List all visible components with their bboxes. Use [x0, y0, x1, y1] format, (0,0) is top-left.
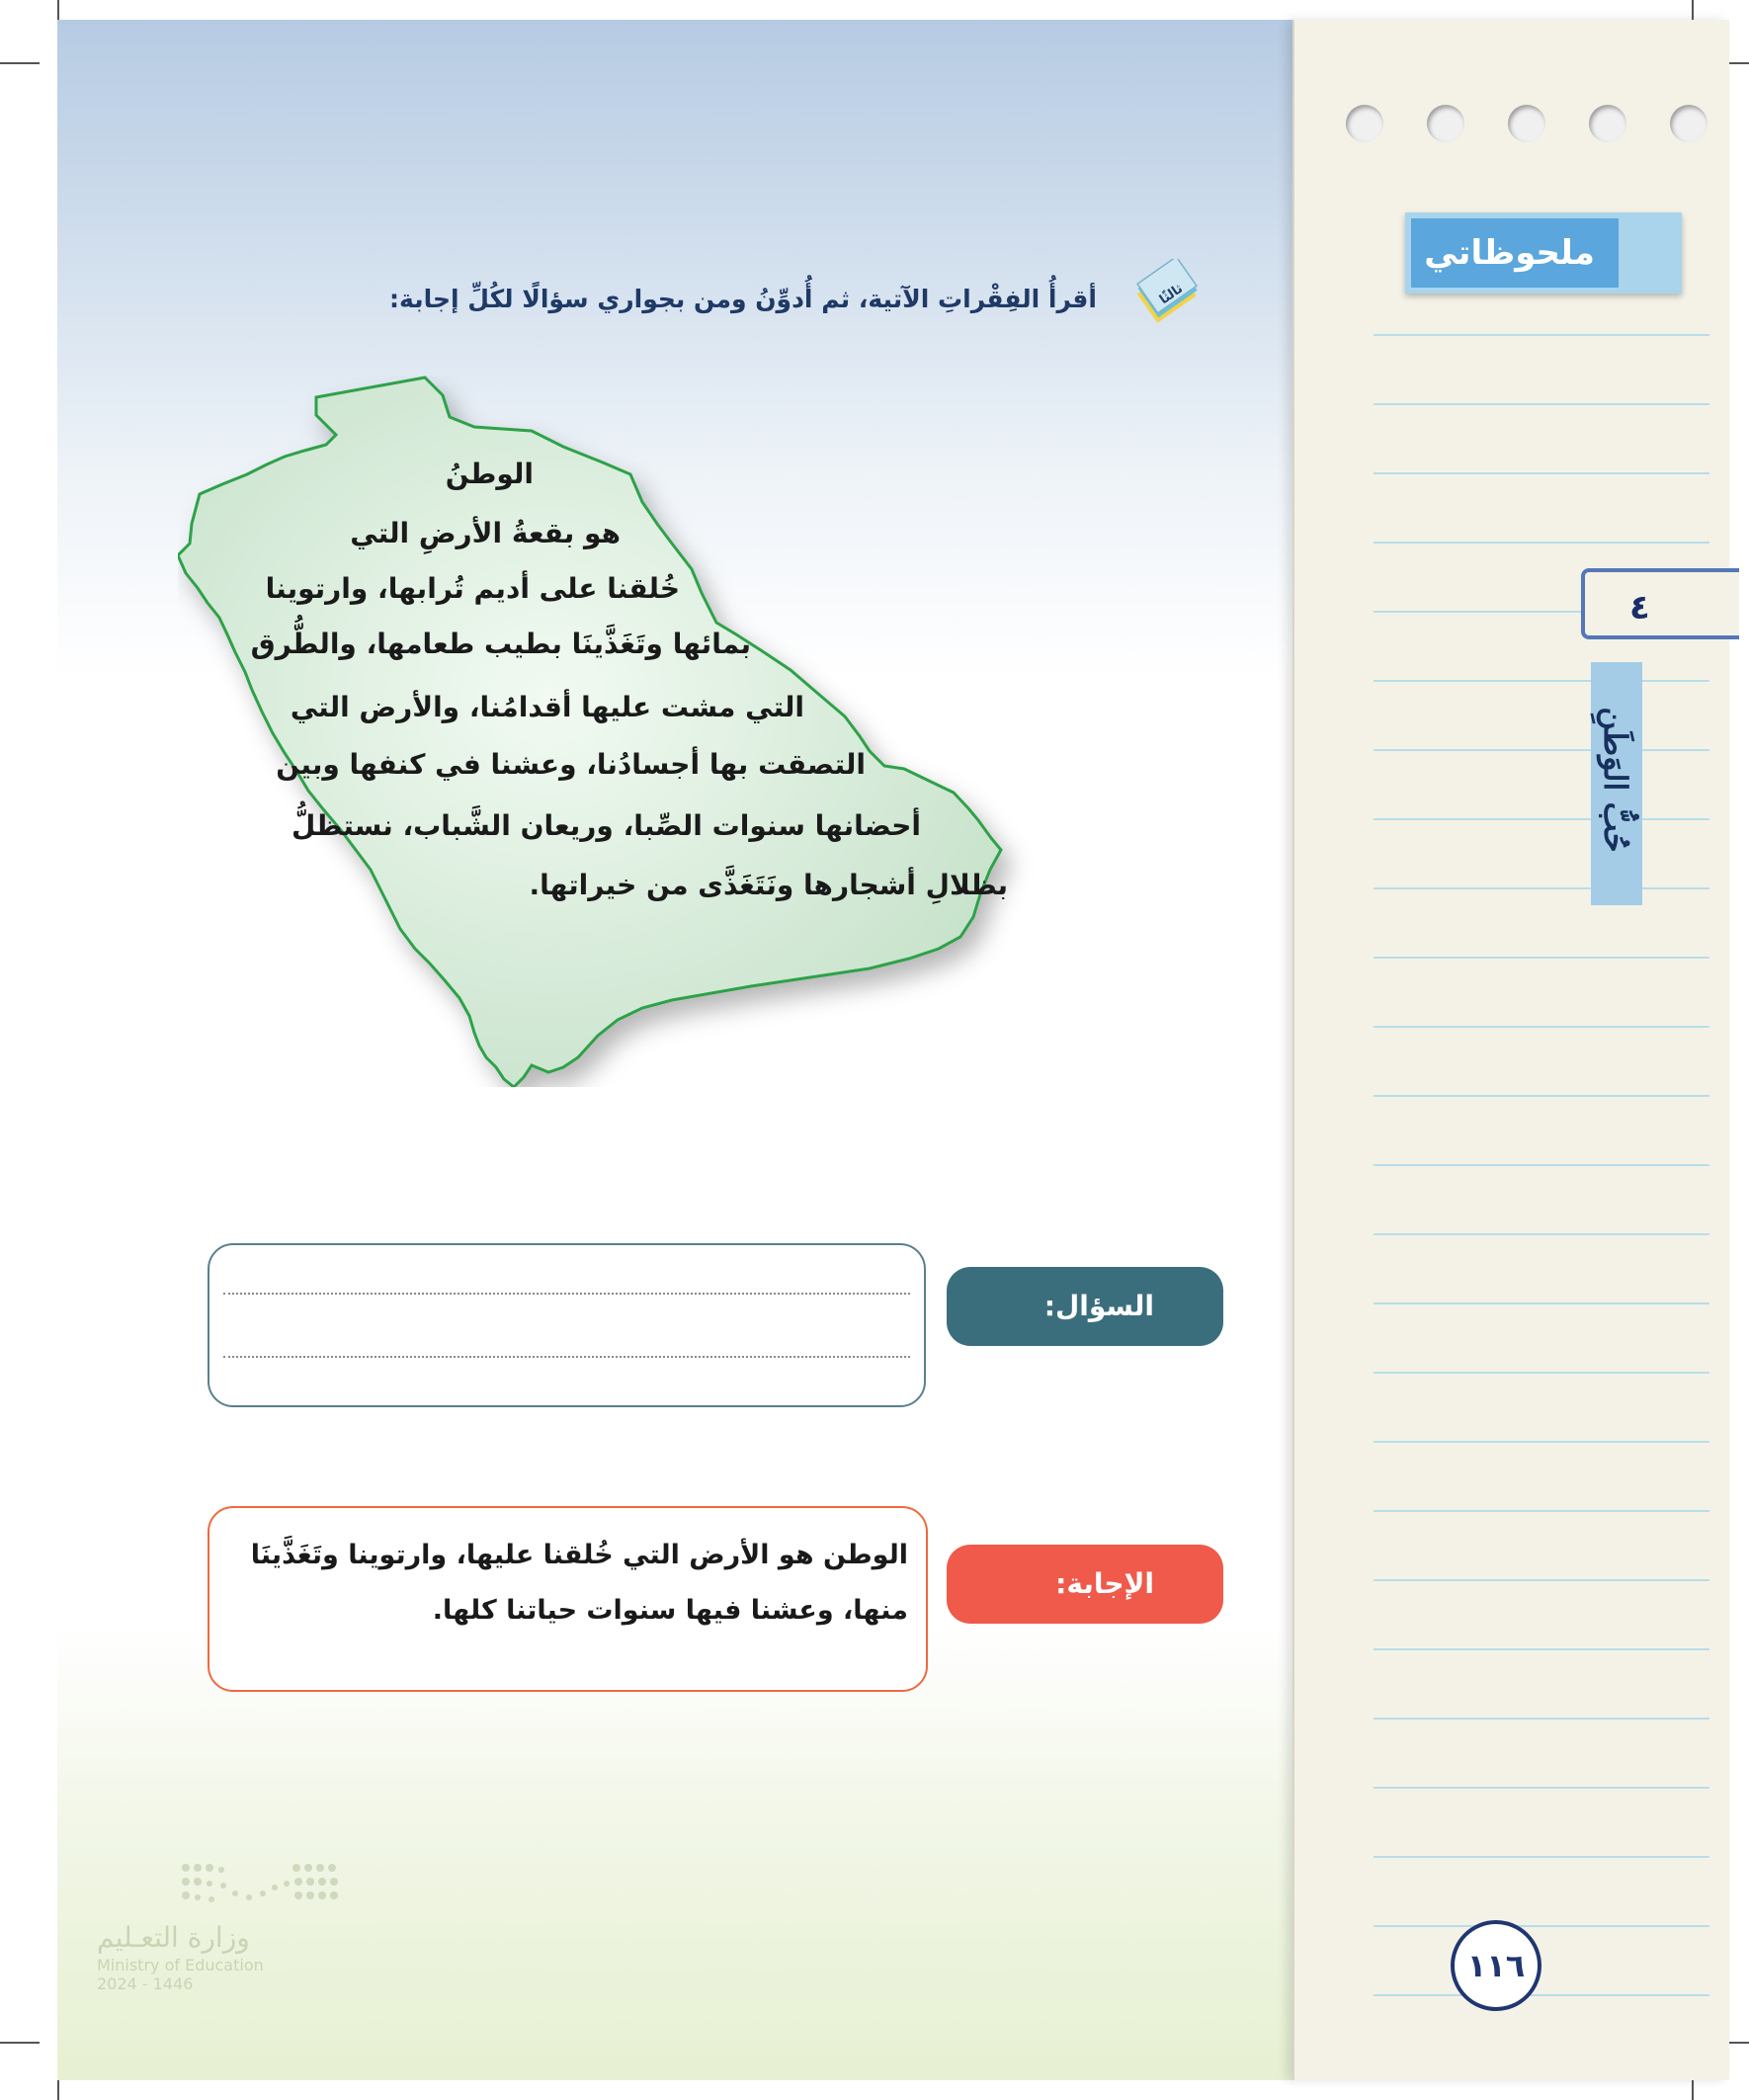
- passage-line: خُلقنا على أديم تُرابها، وارتوينا: [265, 572, 680, 605]
- answer-text: الوطن هو الأرض التي خُلقنا عليها، وارتوينا وتَغَذَّينَا منها، وعشنا فيها سنوات حياتنا كلها.: [250, 1540, 908, 1626]
- ministry-name-en: Ministry of Education: [97, 1956, 264, 1974]
- passage-line: الوطنُ: [445, 458, 534, 490]
- note-line: [1374, 1579, 1709, 1581]
- note-line: [1374, 1372, 1709, 1374]
- binder-hole: [1589, 105, 1626, 142]
- note-line: [1374, 403, 1709, 405]
- passage-line: أحضانها سنوات الصِّبا، وريعان الشَّباب، نستظلُّ: [292, 809, 921, 842]
- passage-line: هو بقعةُ الأرضِ التي: [350, 517, 621, 549]
- note-line: [1374, 1026, 1709, 1028]
- binder-hole: [1346, 105, 1383, 142]
- passage-line: التي مشت عليها أقدامُنا، والأرض التي: [290, 691, 804, 723]
- unit-title: حُبُّ الوَطَنِ: [1597, 707, 1634, 853]
- note-line: [1374, 818, 1709, 820]
- notes-panel: [1292, 20, 1729, 2080]
- note-line: [1374, 1787, 1709, 1789]
- passage-line: بمائها وتَغَذَّينَا بطيب طعامها، والطُّرق: [250, 628, 751, 660]
- section-badge-icon: [1136, 259, 1204, 326]
- passage-line: التصقت بها أجسادُنا، وعشنا في كنفها وبين: [276, 748, 866, 781]
- note-line: [1374, 1925, 1709, 1927]
- note-line: [1374, 749, 1709, 751]
- note-line: [1374, 334, 1709, 336]
- notes-title-tab: [1405, 212, 1682, 294]
- note-line: [1374, 472, 1709, 474]
- note-line: [1374, 957, 1709, 959]
- ministry-dots-icon: [176, 1858, 344, 1917]
- ministry-year: 2024 - 1446: [97, 1974, 194, 1993]
- page-number: ١١٦: [1451, 1920, 1541, 2011]
- answer-label: الإجابة:: [947, 1545, 1223, 1624]
- ministry-logo: [97, 1858, 334, 1993]
- note-line: [1374, 1233, 1709, 1235]
- passage-line: بظلالِ أشجارها ونَتَغَذَّى من خيراتها.: [529, 869, 1008, 901]
- answer-box: [208, 1506, 928, 1692]
- note-line: [1374, 1648, 1709, 1650]
- notes-title: ملحوظاتي: [1411, 218, 1619, 288]
- note-line: [1374, 1856, 1709, 1858]
- instruction-text: أقرأُ الفِقْراتِ الآتية، ثم أُدوِّنُ ومن بجواري سؤالًا لكُلِّ إجابة:: [389, 285, 1097, 313]
- note-line: [1374, 887, 1709, 889]
- note-line: [1374, 1718, 1709, 1720]
- binder-hole: [1670, 105, 1707, 142]
- crop-mark: [0, 2042, 40, 2044]
- note-line: [1374, 1510, 1709, 1512]
- note-line: [1374, 1302, 1709, 1304]
- unit-title-tab: [1591, 662, 1642, 905]
- question-label: السؤال:: [947, 1267, 1223, 1346]
- note-line: [1374, 680, 1709, 682]
- ministry-name-ar: وزارة التعـليم: [97, 1921, 250, 1954]
- answer-line: [223, 1293, 910, 1295]
- note-line: [1374, 1164, 1709, 1166]
- note-line: [1374, 542, 1709, 544]
- unit-number: ٤: [1581, 568, 1739, 639]
- note-line: [1374, 1441, 1709, 1443]
- binder-hole: [1508, 105, 1545, 142]
- binder-hole: [1427, 105, 1464, 142]
- note-line: [1374, 1095, 1709, 1097]
- section-badge-label: ثالثًا: [1156, 281, 1186, 308]
- answer-line: [223, 1356, 910, 1358]
- saudi-map-shape: [178, 376, 1225, 1087]
- note-line: [1374, 1994, 1709, 1996]
- question-input-box[interactable]: [208, 1243, 926, 1407]
- crop-mark: [0, 62, 40, 64]
